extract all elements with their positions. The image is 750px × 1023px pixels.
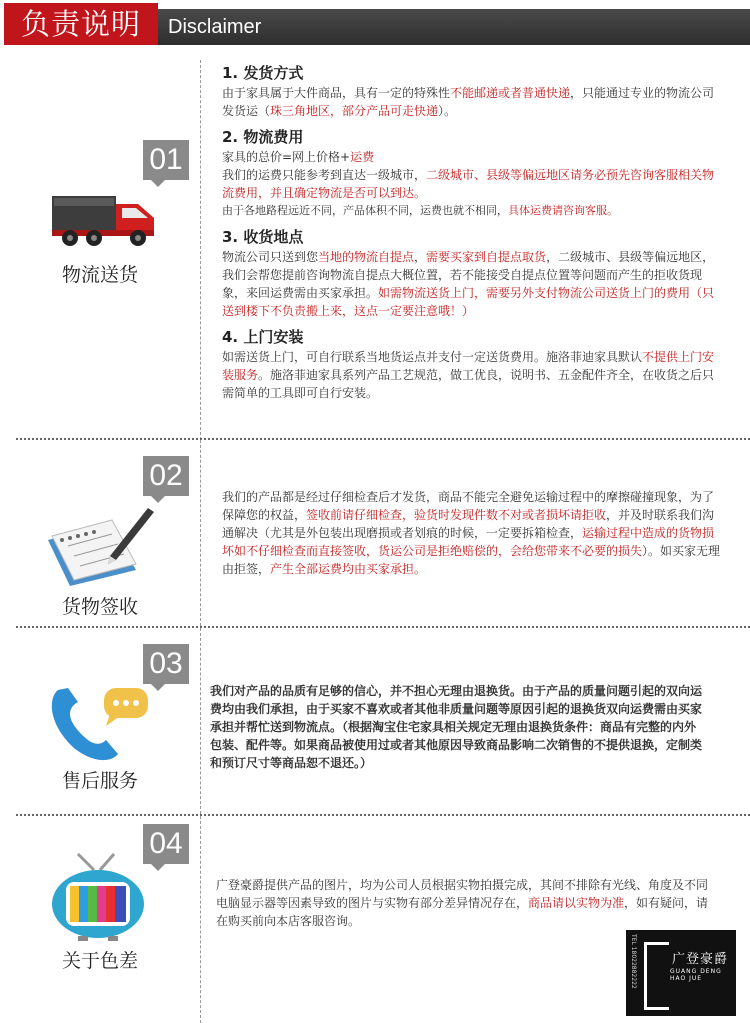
section-content: [216, 876, 716, 938]
highlight-text: 不提供上门安装服务: [222, 350, 715, 382]
section-number: 02: [143, 456, 189, 496]
highlight-text: 运费: [350, 150, 375, 164]
section-receipt: [0, 440, 750, 626]
section-label: 货物签收: [61, 596, 138, 618]
body-text: 家具的总价=网上价格+: [222, 150, 351, 164]
phone-chat-icon: [44, 684, 154, 764]
highlight-text: 签收前请仔细检查，验货时发现件数不对或者损坏请拒收: [306, 508, 607, 522]
body-text: 由于各地路程远近不同，产品体积不同，运费也就不相同，: [222, 204, 508, 217]
section-content: [210, 682, 706, 780]
vertical-divider: [200, 628, 201, 814]
section-label: 关于色差: [61, 950, 138, 972]
section-content: [222, 488, 722, 586]
highlight-text: 当地的物流自提点: [318, 250, 415, 264]
tv-icon: [48, 850, 148, 942]
header-title-en: Disclaimer: [158, 9, 750, 45]
header-title-cn: 负责说明: [4, 3, 158, 45]
highlight-text: 商品请以实物为准: [528, 896, 625, 910]
paragraph: [222, 488, 722, 578]
body-text: 我们的运费只能参考到直达一级城市，: [222, 168, 427, 182]
section-content: [222, 64, 722, 410]
body-text: ，如有疑问，请在购买前向本店客服咨询。: [216, 896, 709, 928]
header: [0, 0, 750, 46]
paragraph: [222, 84, 722, 120]
heading-shipping-cost: 2. 物流费用: [222, 128, 304, 146]
body-text: 由于家具属于大件商品，具有一定的特殊性: [222, 86, 451, 100]
heading-installation: 4. 上门安装: [222, 328, 304, 346]
body-text: 我们的产品都是经过仔细检查后才发货，商品不能完全避免运输过程中的摩擦碰撞现象，为了保障您的权益，: [222, 490, 715, 522]
section-label: 售后服务: [61, 770, 138, 792]
paragraph: [222, 166, 722, 202]
body-text: 物流公司只送到您: [222, 250, 319, 264]
truck-icon: [50, 190, 160, 250]
section-after-sales: [0, 628, 750, 814]
body-text: ，并及时联系我们沟通解决（尤其是外包装出现磨损或者划痕的时候，一定要拆箱检查，: [222, 508, 715, 540]
body-text: 如需送货上门，可自行联系当地货运点并支付一定送货费用。施洛菲迪家具默认: [222, 350, 643, 364]
paragraph: [222, 248, 722, 320]
section-number: 03: [143, 644, 189, 684]
paragraph: [216, 876, 716, 930]
paragraph: [222, 202, 722, 220]
body-text: ）。如买家无理由拒签，: [222, 544, 721, 576]
highlight-text: 运输过程中造成的货物损坏如不仔细检查而直接签收，货运公司是拒绝赔偿的，会给您带来不必要的损失: [222, 526, 715, 558]
highlight-text: 需要买家到自提点取货: [426, 250, 547, 264]
highlight-text: 二级城市、县级等偏远地区请务必预先咨询客服相关物流费用，并且确定物流是否可以到达。: [222, 168, 715, 200]
body-text: ，二级城市、县级等偏远地区，我们会帮您提前咨询物流自提点大概位置，若不能接受自提点位置等问题而产生的拒收货现象，来回运费需由买家承担。: [222, 250, 715, 300]
highlight-text: 如需物流送货上门，需要另外支付物流公司送货上门的费用（只送到楼下不负责搬上来，这点一定要注意哦！）: [222, 286, 715, 318]
paragraph: [210, 682, 706, 772]
vertical-divider: [200, 440, 201, 626]
body-text: ，: [414, 250, 427, 264]
notepad-pen-icon: [40, 500, 160, 590]
body-text: ）。: [438, 104, 457, 118]
body-text: 。施洛菲迪家具系列产品工艺规范，做工优良，说明书、五金配件齐全，在收货之后只需简单的工具即可自行安装。: [222, 368, 715, 400]
body-text: ，只能通过专业的物流公司发货运（: [222, 86, 715, 118]
highlight-text: 具体运费请咨询客服。: [508, 204, 618, 217]
paragraph: [222, 148, 722, 166]
vertical-divider: [200, 60, 201, 440]
section-label: 物流送货: [61, 264, 138, 286]
heading-delivery-location: 3. 收货地点: [222, 228, 304, 246]
logo-mark-icon: [644, 942, 669, 1010]
brand-logo: [626, 930, 736, 1016]
section-logistics: [0, 60, 750, 440]
heading-shipping-method: 1. 发货方式: [222, 64, 304, 82]
section-number: 01: [143, 140, 189, 180]
body-text: 我们对产品的品质有足够的信心，并不担心无理由退换货。由于产品的质量问题引起的双向运费均由我们承担，由于买家不喜欢或者其他非质量问题等原因引起的退换货双向运费需由买家承担并帮忙送到物流点。（根据淘宝住宅家具相关规定无理由退换货条件：商品有完整的内外包装、配件等。如果商品被使用过或者其他原因导致商品影响二次销售的不提供退换，定制类和预订尺寸等商品恕不退还。）: [210, 684, 703, 770]
logo-side-text: TEL 18022882222: [630, 934, 637, 989]
body-text: 广登豪爵提供产品的图片，均为公司人员根据实物拍摄完成，其间不排除有光线、角度及不同电脑显示器等因素导致的图片与实物有部分差异情况存在，: [216, 878, 709, 910]
section-number: 04: [143, 824, 189, 864]
highlight-text: 珠三角地区，部分产品可走快递: [270, 104, 439, 118]
logo-name-en: GUANG DENG HAO JUE: [670, 968, 722, 982]
highlight-text: 产生全部运费均由买家承担。: [270, 562, 427, 576]
vertical-divider: [200, 816, 201, 1023]
logo-name-cn: 广登豪爵: [672, 952, 729, 967]
highlight-text: 不能邮递或者普通快递: [450, 86, 571, 100]
paragraph: [222, 348, 722, 402]
